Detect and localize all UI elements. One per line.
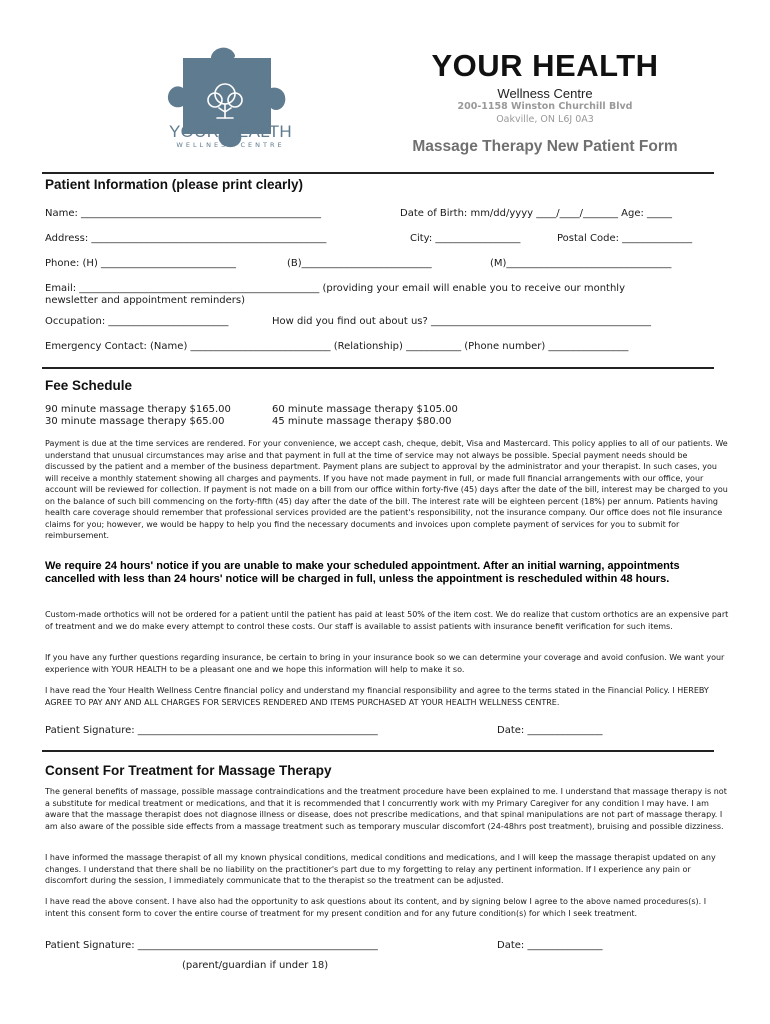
fee-schedule-heading: Fee Schedule (45, 378, 133, 393)
insurance-text: If you have any further questions regarding insurance, be certain to bring in your insurance book so we can determine your coverage and avoid confusion. We want your experience with YOUR HEALTH to be a pleasant one and we hope this information will help to make it so. (45, 653, 725, 674)
referral-field[interactable]: How did you find out about us? ____________________________________________ (272, 316, 651, 327)
patient-signature-field[interactable]: Patient Signature: ________________________________________________ (45, 725, 378, 736)
consent-date-field[interactable]: Date: _______________ (497, 940, 603, 951)
consent-heading: Consent For Treatment for Massage Therapy (45, 763, 332, 778)
address-field[interactable]: Address: _______________________________________________ (45, 233, 327, 244)
signature-date-field[interactable]: Date: _______________ (497, 725, 603, 736)
email-field[interactable]: Email: ________________________________________________ (providing your email will enable you to receive our monthly (45, 283, 625, 294)
clinic-logo (163, 46, 293, 156)
brand-subtitle: Wellness Centre (497, 86, 593, 101)
dob-field[interactable]: Date of Birth: mm/dd/yyyy ____/____/_______ Age: _____ (400, 208, 673, 219)
email-note: newsletter and appointment reminders) (45, 295, 246, 306)
fee-item: 60 minute massage therapy $105.00 (272, 404, 458, 415)
business-phone-field[interactable]: (B)__________________________ (287, 258, 432, 269)
fee-item: 45 minute massage therapy $80.00 (272, 416, 452, 427)
divider (42, 750, 714, 752)
patient-info-heading: Patient Information (please print clearly) (45, 177, 304, 192)
logo-subtext: WELLNESS CENTRE (176, 141, 285, 149)
payment-policy-text: Payment is due at the time services are rendered. For your convenience, we accept cash, cheque, debit, Visa and Mastercard. This policy applies to all of our patients. We understand that unusual circumstances may arise and that payment in full at the time of service may not always be possible. Special payment needs should be discussed by the patient and a member of the business department. Payment plans are subject to approval by the administrator and your therapist. In such cases, you will receive a monthly statement showing all charges and payments. If you have not made payment in full, or made full financial arrangements with our office, your account will be reviewed for collection. If payment is not made on a bill from our office within forty-five (45) days after the date of the bill, interest may be charged to you on the balance of such bill commencing on the forty-fifth (45) day after the date of the bill. The interest rate will be eighteen percent (18%) per annum. Patients having health care coverage should remember that professional services provided are the patient's responsibility, not the insurance company. Our office does not file insurance claims for you; however, we would be happy to help you find the necessary documents and invoices upon complete payment of services for you to submit for reimbursement. (45, 439, 728, 540)
city-field[interactable]: City: _________________ (410, 233, 521, 244)
consent-paragraph: The general benefits of massage, possible massage contraindications and the treatment procedure have been explained to me. I understand that massage therapy is not a substitute for medical treatment or medications, and that it is recommended that I concurrently work with my Primary Caregiver for any condition I may have. I am aware that the massage therapist does not diagnose illness or disease, does not prescribe medications, and that spinal manipulations are not part of massage therapy. I am also aware of the possible side effects from a massage treatment such as temporary muscular discomfort (24-48hrs post treatment), bruising and possible dizziness. (45, 787, 727, 831)
brand-title: YOUR HEALTH (431, 48, 659, 83)
postal-code-field[interactable]: Postal Code: ______________ (557, 233, 693, 244)
occupation-field[interactable]: Occupation: ________________________ (45, 316, 229, 327)
cancellation-policy-text: We require 24 hours' notice if you are unable to make your scheduled appointment. After an initial warning, appointments cancelled with less than 24 hours' notice will be charged in full, unless the appointment is rescheduled within 48 hours. (45, 560, 680, 585)
consent-signature-field[interactable]: Patient Signature: ________________________________________________ (45, 940, 378, 951)
clinic-address-line2: Oakville, ON L6J 0A3 (496, 114, 594, 125)
financial-agreement-text: I have read the Your Health Wellness Centre financial policy and understand my financial responsibility and agree to the terms stated in the Financial Policy. I HEREBY AGREE TO PAY ANY AND ALL CHARGES FOR SERVICES RENDERED AND ITEMS PURCHASED AT YOUR HEALTH WELLNESS CENTRE. (45, 686, 709, 707)
consent-paragraph: I have read the above consent. I have also had the opportunity to ask questions about its content, and by signing below I agree to the above named procedures(s). I intent this consent form to cover the entire course of treatment for my present condition and for any future condition(s) for which I seek treatment. (45, 897, 707, 918)
home-phone-field[interactable]: Phone: (H) ___________________________ (45, 258, 237, 269)
name-field[interactable]: Name: ________________________________________________ (45, 208, 322, 219)
divider (42, 172, 714, 174)
fee-item: 30 minute massage therapy $65.00 (45, 416, 225, 427)
fee-item: 90 minute massage therapy $165.00 (45, 404, 231, 415)
logo-text: YOUR HEALTH (169, 122, 292, 141)
clinic-address-line1: 200-1158 Winston Churchill Blvd (457, 101, 633, 112)
orthotics-policy-text: Custom-made orthotics will not be ordered for a patient until the patient has paid at least 50% of the item cost. We do realize that custom orthotics are an expensive part of treatment and we do make every attempt to control these costs. Our staff is available to assist patients with insurance benefit verification for such items. (45, 610, 729, 631)
form-title: Massage Therapy New Patient Form (412, 138, 678, 155)
mobile-phone-field[interactable]: (M)_________________________________ (490, 258, 672, 269)
guardian-note: (parent/guardian if under 18) (182, 960, 329, 971)
consent-paragraph: I have informed the massage therapist of all my known physical conditions, medical conditions and medications, and I will keep the massage therapist updated on any changes. I understand that there shall be no liability on the practitioner's part due to my forgetting to relay any pertinent information. If I experience any pain or discomfort during the session, I immediately communicate that to the therapist so the treatment can be adjusted. (45, 853, 716, 885)
divider (42, 367, 714, 369)
emergency-contact-field[interactable]: Emergency Contact: (Name) ____________________________ (Relationship) ___________ (Phone number) ________________ (45, 341, 629, 352)
